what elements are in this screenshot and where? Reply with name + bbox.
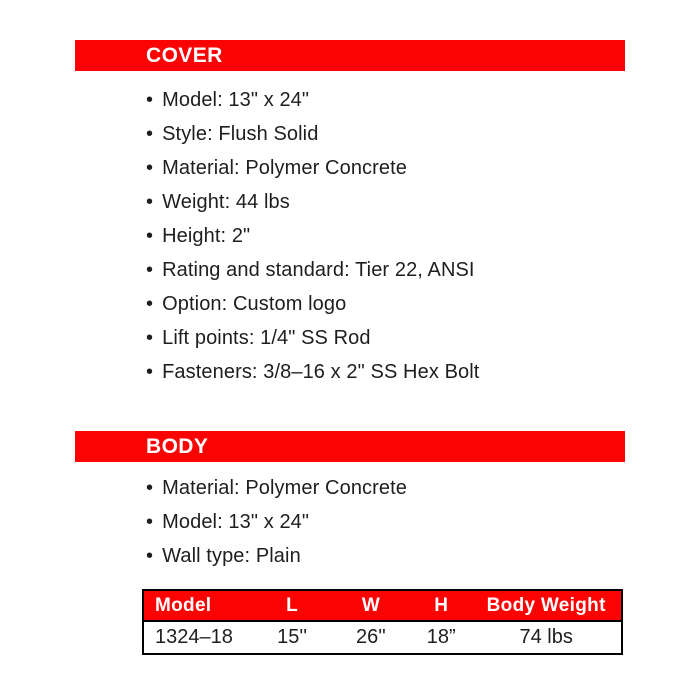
body-section-header xyxy=(75,431,625,462)
cover-spec-weight: • Weight: 44 lbs xyxy=(146,185,479,219)
table-header-height: H xyxy=(411,590,471,621)
cover-spec-lift-points: • Lift points: 1/4" SS Rod xyxy=(146,321,479,355)
cover-spec-material: • Material: Polymer Concrete xyxy=(146,151,479,185)
cover-spec-list xyxy=(146,83,479,389)
body-spec-material: • Material: Polymer Concrete xyxy=(146,471,407,505)
table-header-width: W xyxy=(331,590,411,621)
body-spec-wall-type: • Wall type: Plain xyxy=(146,539,407,573)
table-row xyxy=(143,621,622,654)
cover-spec-fasteners: • Fasteners: 3/8–16 x 2" SS Hex Bolt xyxy=(146,355,479,389)
body-dimensions-table xyxy=(142,589,623,655)
cover-section-title: COVER xyxy=(146,43,223,67)
table-cell-height: 18” xyxy=(411,621,471,654)
cover-section-header xyxy=(75,40,625,71)
body-spec-model: • Model: 13" x 24" xyxy=(146,505,407,539)
table-cell-body-weight: 74 lbs xyxy=(471,621,622,654)
body-spec-list xyxy=(146,471,407,573)
cover-spec-option: • Option: Custom logo xyxy=(146,287,479,321)
body-section-title: BODY xyxy=(146,434,209,458)
table-cell-width: 26'' xyxy=(331,621,411,654)
cover-spec-style: • Style: Flush Solid xyxy=(146,117,479,151)
table-header-body-weight: Body Weight xyxy=(471,590,622,621)
table-header-row xyxy=(143,590,622,621)
cover-spec-rating: • Rating and standard: Tier 22, ANSI xyxy=(146,253,479,287)
table-cell-length: 15'' xyxy=(253,621,330,654)
table-cell-model: 1324–18 xyxy=(143,621,253,654)
table-header-model: Model xyxy=(143,590,253,621)
table-header-length: L xyxy=(253,590,330,621)
cover-spec-height: • Height: 2" xyxy=(146,219,479,253)
cover-spec-model: • Model: 13" x 24" xyxy=(146,83,479,117)
